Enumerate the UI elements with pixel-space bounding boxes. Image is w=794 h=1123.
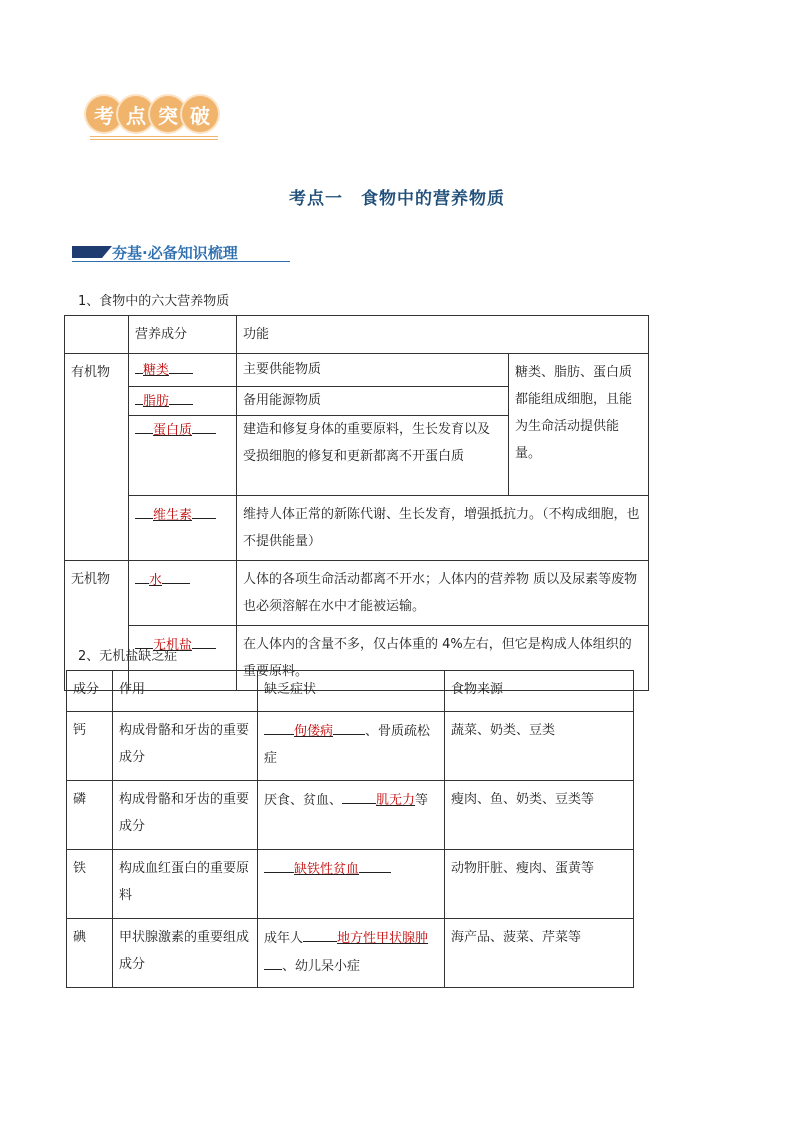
symptom-text: 、骨质疏松症 [264,724,431,766]
table-row [67,781,634,850]
component-cell: 铁 [67,850,113,919]
answer-cell [129,416,237,496]
badge-char: 考 [86,96,122,132]
badge-underline [90,136,218,140]
answer-text: 水 [149,573,163,588]
answer-text: 脂肪 [143,394,170,409]
answer-cell [129,496,237,561]
badge-char: 突 [150,96,186,132]
section-badge [86,96,222,140]
role-cell: 甲状腺激素的重要组成成分 [113,919,258,988]
symptom-text: 成年人 [264,931,304,946]
table-row [65,561,649,626]
page-title: 考点一 食物中的营养物质 [289,189,505,209]
function-cell: 备用能源物质 [237,387,509,416]
answer-cell [129,354,237,387]
component-cell: 碘 [67,919,113,988]
answer-text: 肌无力 [376,793,416,808]
function-cell: 主要供能物质 [237,354,509,387]
table-row [65,496,649,561]
header-cell: 功能 [237,316,649,354]
answer-cell [129,561,237,626]
function-cell: 人体的各项生命活动都离不开水；人体内的营养物 质以及尿素等废物也必须溶解在水中才能被运输。 [237,561,649,626]
heading-triangle-icon [102,246,112,258]
role-cell: 构成骨骼和牙齿的重要成分 [113,781,258,850]
symptom-cell [258,712,445,781]
category-cell: 无机物 [65,561,129,691]
symptom-cell [258,781,445,850]
header-cell: 食物来源 [445,671,634,712]
table1-caption: 1、食物中的六大营养物质 [78,294,230,309]
component-cell: 钙 [67,712,113,781]
header-cell: 营养成分 [129,316,237,354]
symptom-text: 等 [415,793,429,808]
table-header-row [67,671,634,712]
component-cell: 磷 [67,781,113,850]
role-cell: 构成血红蛋白的重要原料 [113,850,258,919]
symptom-cell [258,850,445,919]
table-row [67,712,634,781]
header-cell: 成分 [67,671,113,712]
badge-char: 点 [118,96,154,132]
section-heading [72,242,290,264]
section-heading-text: 夯基·必备知识梳理 [112,244,238,262]
table-cell [65,316,129,354]
source-cell: 瘦肉、鱼、奶类、豆类等 [445,781,634,850]
function-cell: 在人体内的含量不多，仅占体重的 4%左右，但它是构成人体组织的重要原料。 [237,626,649,691]
badge-char: 破 [182,96,218,132]
answer-text: 蛋白质 [153,423,193,438]
answer-text: 无机盐 [153,638,193,653]
heading-bar-icon [72,246,102,258]
symptom-text: 、幼儿呆小症 [282,959,361,974]
source-cell: 动物肝脏、瘦肉、蛋黄等 [445,850,634,919]
source-cell: 蔬菜、奶类、豆类 [445,712,634,781]
source-cell: 海产品、菠菜、芹菜等 [445,919,634,988]
minerals-table [66,670,634,988]
header-cell: 缺乏症状 [258,671,445,712]
nutrients-table [64,315,649,691]
answer-text: 缺铁性贫血 [294,862,360,877]
answer-cell [129,387,237,416]
note-cell: 糖类、脂肪、蛋白质都能组成细胞，且能为生命活动提供能量。 [509,354,649,496]
table2-caption: 2、无机盐缺乏症 [78,649,178,664]
symptom-cell [258,919,445,988]
symptom-text: 厌食、贫血、 [264,793,343,808]
table-row [67,850,634,919]
heading-underline [72,261,290,262]
function-cell: 维持人体正常的新陈代谢、生长发育，增强抵抗力。（不构成细胞，也不提供能量） [237,496,649,561]
header-cell: 作用 [113,671,258,712]
table-row [65,354,649,387]
answer-text: 佝偻病 [294,724,334,739]
function-cell: 建造和修复身体的重要原料，生长发育以及受损细胞的修复和更新都离不开蛋白质 [237,416,509,496]
category-cell: 有机物 [65,354,129,561]
answer-text: 地方性甲状腺肿 [337,931,429,946]
answer-text: 糖类 [143,363,170,378]
role-cell: 构成骨骼和牙齿的重要成分 [113,712,258,781]
table-header-row [65,316,649,354]
table-row [67,919,634,988]
answer-text: 维生素 [153,508,193,523]
